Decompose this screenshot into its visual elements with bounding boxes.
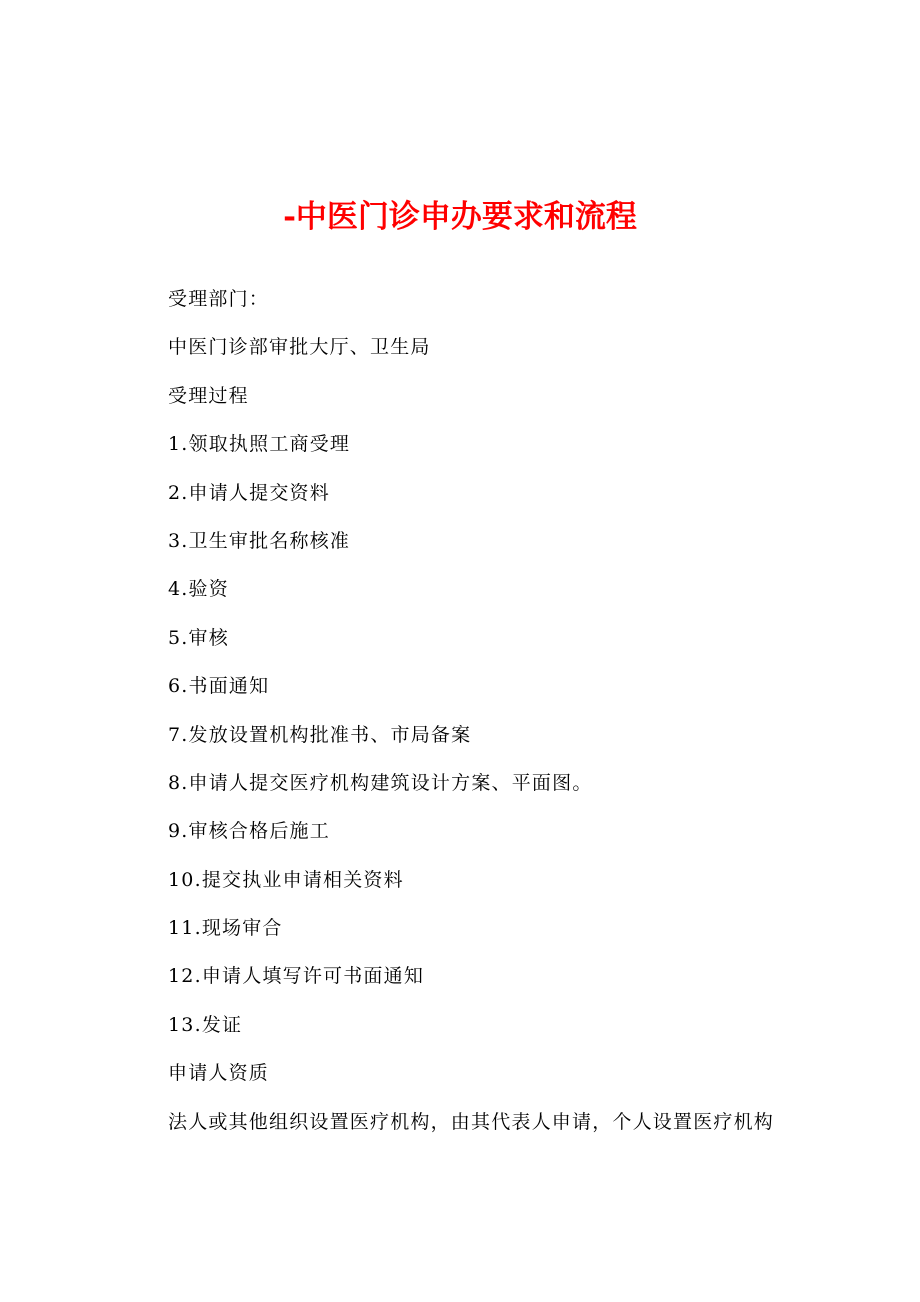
process-step: 10.提交执业申请相关资料 bbox=[168, 868, 404, 891]
paragraph-line: 法人或其他组织设置医疗机构，由其代表人申请，个人设置医疗机构 bbox=[168, 1110, 775, 1133]
section-heading-accepting-department: 受理部门： bbox=[168, 288, 270, 310]
process-step: 7.发放设置机构批准书、市局备案 bbox=[168, 723, 472, 746]
process-step: 1.领取执照工商受理 bbox=[168, 433, 351, 456]
document-title: -中医门诊申办要求和流程 bbox=[283, 199, 637, 235]
section-heading-applicant-qualification: 申请人资质 bbox=[168, 1062, 270, 1085]
process-step: 11.现场审合 bbox=[168, 917, 283, 940]
process-step: 3.卫生审批名称核准 bbox=[168, 529, 351, 552]
section-heading-process: 受理过程 bbox=[168, 384, 249, 407]
process-step: 4.验资 bbox=[168, 578, 229, 601]
process-step: 9.审核合格后施工 bbox=[168, 820, 330, 843]
paragraph-line: 中医门诊部审批大厅、卫生局 bbox=[168, 336, 431, 359]
process-step: 13.发证 bbox=[168, 1013, 243, 1036]
document-body bbox=[168, 275, 828, 1146]
process-step: 6.书面通知 bbox=[168, 675, 270, 698]
process-step: 5.审核 bbox=[168, 626, 229, 649]
process-step: 2.申请人提交资料 bbox=[168, 481, 330, 504]
process-step: 12.申请人填写许可书面通知 bbox=[168, 965, 425, 988]
process-step: 8.申请人提交医疗机构建筑设计方案、平面图。 bbox=[168, 771, 593, 794]
